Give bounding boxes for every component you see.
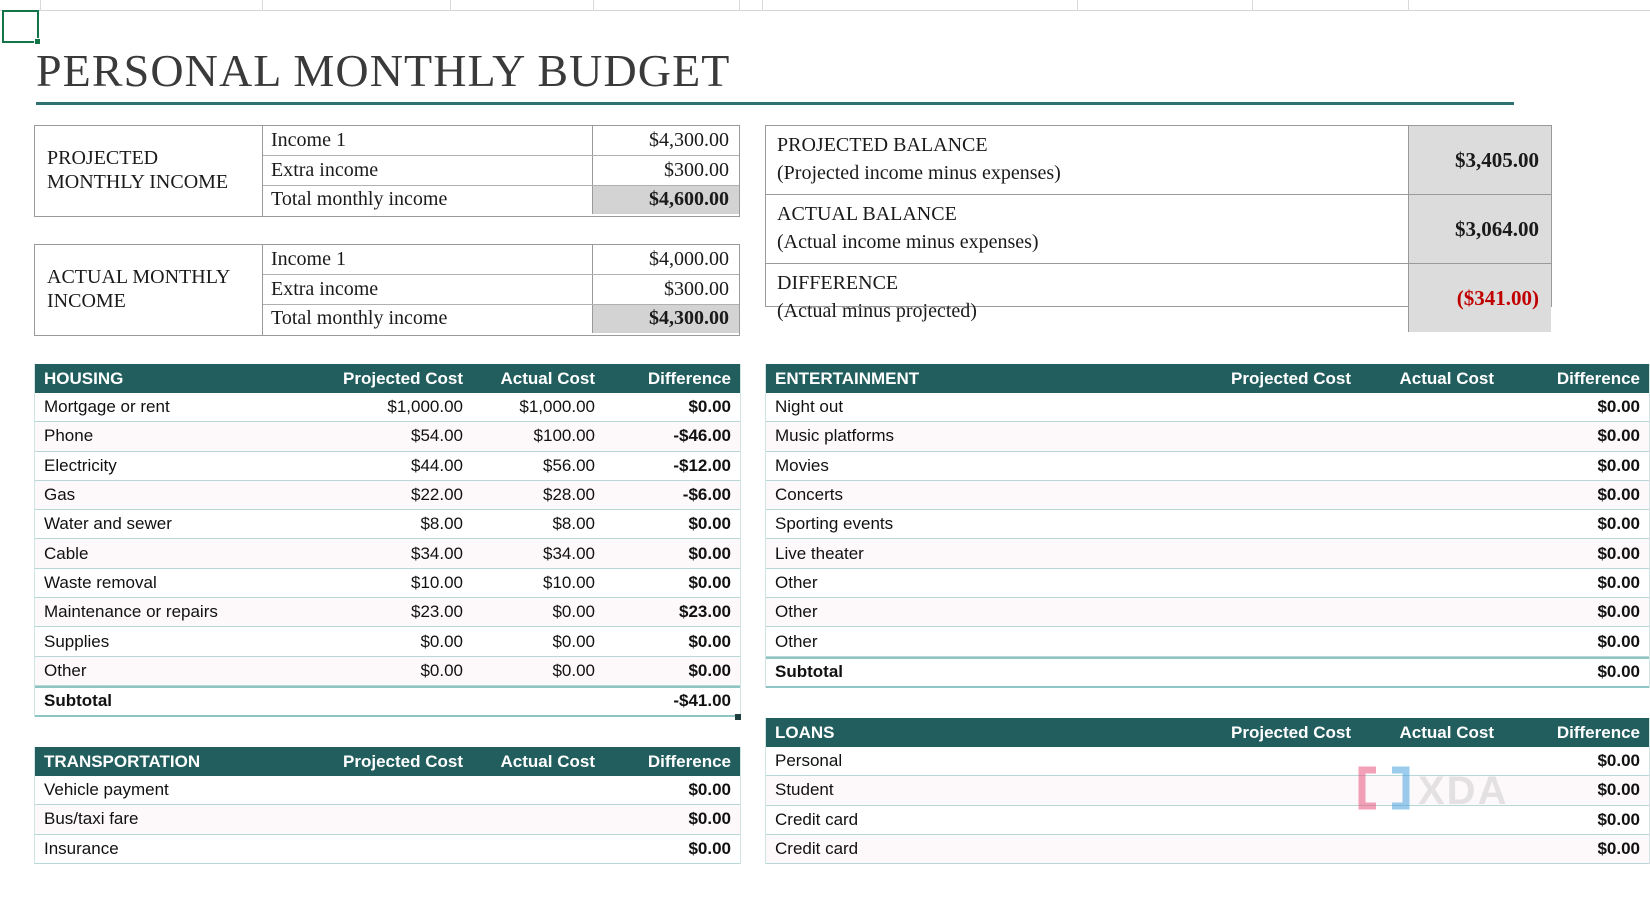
column-projected: Projected Cost [343, 368, 463, 388]
row-actual-cost: $0.00 [552, 602, 595, 622]
projected-balance-subtitle: (Projected income minus expenses) [777, 162, 1061, 184]
row-difference: $0.00 [1597, 631, 1640, 651]
row-difference: $0.00 [1597, 839, 1640, 859]
subtotal-difference: -$41.00 [673, 691, 731, 711]
row-category-label: Phone [44, 426, 94, 446]
income-row-label: Extra income [271, 277, 379, 300]
row-projected-cost: $1,000.00 [387, 397, 463, 417]
spreadsheet-column-strip [0, 0, 1650, 11]
difference-title: DIFFERENCE [777, 272, 899, 294]
svg-text:XDA: XDA [1418, 769, 1509, 813]
row-category-label: Cable [44, 543, 89, 563]
row-category-label: Supplies [44, 631, 110, 651]
loans-table-header [766, 718, 1649, 747]
table-row[interactable] [766, 393, 1649, 422]
row-actual-cost: $34.00 [543, 543, 595, 563]
row-difference: $0.00 [1597, 572, 1640, 592]
table-row[interactable] [766, 569, 1649, 598]
subtotal-label: Subtotal [775, 662, 843, 682]
difference-value: ($341.00) [1408, 264, 1551, 332]
row-category-label: Concerts [775, 485, 844, 505]
column-projected: Projected Cost [1231, 722, 1351, 742]
column-actual: Actual Cost [500, 368, 595, 388]
column-divider [1252, 0, 1253, 11]
column-actual: Actual Cost [1399, 368, 1494, 388]
projected-balance-value: $3,405.00 [1408, 126, 1551, 194]
table-row[interactable] [766, 627, 1649, 656]
row-difference: $0.00 [1597, 426, 1640, 446]
loans-title: LOANS [775, 722, 835, 742]
row-projected-cost: $22.00 [411, 485, 463, 505]
row-category-label: Water and sewer [44, 514, 172, 534]
housing-table [34, 364, 741, 717]
row-actual-cost: $10.00 [543, 572, 595, 592]
transportation-table [34, 747, 741, 864]
table-row[interactable] [35, 657, 740, 686]
row-difference: -$46.00 [673, 426, 731, 446]
row-difference: $0.00 [688, 631, 731, 651]
projected-monthly-income-block [34, 125, 740, 217]
row-difference: $0.00 [688, 809, 731, 829]
row-category-label: Sporting events [775, 514, 894, 534]
table-row[interactable] [766, 806, 1649, 835]
row-category-label: Other [775, 572, 818, 592]
row-actual-cost: $100.00 [533, 426, 595, 446]
actual-balance-subtitle: (Actual income minus expenses) [777, 231, 1039, 253]
subtotal-difference: $0.00 [1597, 662, 1640, 682]
row-category-label: Other [775, 602, 818, 622]
row-projected-cost: $34.00 [411, 543, 463, 563]
table-row[interactable] [766, 510, 1649, 539]
table-row[interactable] [35, 776, 740, 805]
subtotal-label: Subtotal [44, 691, 112, 711]
row-category-label: Music platforms [775, 426, 895, 446]
loans-table [765, 718, 1650, 864]
transportation-title: TRANSPORTATION [44, 751, 201, 771]
difference-row[interactable] [766, 263, 1551, 332]
row-difference: $0.00 [688, 780, 731, 800]
column-divider [762, 0, 763, 11]
row-actual-cost: $28.00 [543, 485, 595, 505]
table-row[interactable] [35, 539, 740, 568]
column-divider [450, 0, 451, 11]
row-actual-cost: $56.00 [543, 455, 595, 475]
table-row[interactable] [35, 569, 740, 598]
table-row-subtotal[interactable] [35, 686, 740, 717]
income-row-value: $4,300.00 [592, 126, 739, 155]
column-difference: Difference [1556, 368, 1640, 388]
row-difference: $0.00 [1597, 602, 1640, 622]
table-row[interactable] [766, 481, 1649, 510]
row-actual-cost: $0.00 [552, 660, 595, 680]
row-actual-cost: $8.00 [552, 514, 595, 534]
title-underline [36, 102, 1514, 105]
table-row[interactable] [766, 598, 1649, 627]
row-category-label: Mortgage or rent [44, 397, 170, 417]
table-row[interactable] [35, 627, 740, 656]
row-category-label: Credit card [775, 839, 859, 859]
row-category-label: Electricity [44, 455, 117, 475]
actual-income-label: ACTUAL MONTHLY INCOME [35, 245, 263, 335]
entertainment-table-header [766, 364, 1649, 393]
actual-balance-row[interactable] [766, 194, 1551, 263]
table-row[interactable] [263, 155, 739, 184]
table-row[interactable] [766, 747, 1649, 776]
row-difference: $0.00 [1597, 397, 1640, 417]
table-row[interactable] [35, 452, 740, 481]
row-difference: $0.00 [1597, 485, 1640, 505]
column-actual: Actual Cost [500, 751, 595, 771]
column-projected: Projected Cost [343, 751, 463, 771]
row-category-label: Movies [775, 455, 829, 475]
row-category-label: Night out [775, 397, 844, 417]
column-divider [1408, 0, 1409, 11]
row-difference: $0.00 [1597, 809, 1640, 829]
column-divider [739, 0, 740, 11]
income-row-value: $300.00 [592, 156, 739, 184]
row-category-label: Personal [775, 751, 843, 771]
table-row[interactable] [35, 422, 740, 451]
row-actual-cost: $1,000.00 [519, 397, 595, 417]
row-difference: $0.00 [1597, 780, 1640, 800]
row-difference: -$6.00 [682, 485, 731, 505]
row-category-label: Waste removal [44, 572, 157, 592]
income-row-label: Income 1 [271, 248, 346, 271]
projected-balance-title: PROJECTED BALANCE [777, 134, 988, 156]
income-row-value: $4,000.00 [592, 245, 739, 274]
actual-monthly-income-block [34, 244, 740, 336]
row-difference: $0.00 [688, 543, 731, 563]
row-category-label: Bus/taxi fare [44, 809, 139, 829]
table-row[interactable] [35, 393, 740, 422]
income-total-label: Total monthly income [271, 307, 448, 330]
row-projected-cost: $0.00 [420, 631, 463, 651]
column-actual: Actual Cost [1399, 722, 1494, 742]
row-projected-cost: $23.00 [411, 602, 463, 622]
row-difference: $0.00 [1597, 543, 1640, 563]
projected-balance-row[interactable] [766, 126, 1551, 194]
row-projected-cost: $0.00 [420, 660, 463, 680]
row-difference: $0.00 [688, 514, 731, 534]
projected-income-label: PROJECTED MONTHLY INCOME [35, 126, 263, 216]
row-category-label: Student [775, 780, 834, 800]
table-row[interactable] [766, 452, 1649, 481]
table-row[interactable] [35, 510, 740, 539]
column-divider [1077, 0, 1078, 11]
row-category-label: Vehicle payment [44, 780, 169, 800]
row-difference: $0.00 [1597, 751, 1640, 771]
table-row[interactable] [35, 835, 740, 864]
difference-text [766, 264, 1408, 332]
row-category-label: Live theater [775, 543, 864, 563]
income-row-value: $300.00 [592, 275, 739, 303]
column-difference: Difference [647, 751, 731, 771]
income-row-label: Extra income [271, 158, 379, 181]
row-difference: $0.00 [1597, 455, 1640, 475]
table-row[interactable] [263, 126, 739, 155]
column-difference: Difference [1556, 722, 1640, 742]
income-total-value: $4,300.00 [592, 305, 739, 333]
actual-balance-title: ACTUAL BALANCE [777, 203, 957, 225]
row-difference: -$12.00 [673, 455, 731, 475]
income-row-label: Income 1 [271, 129, 346, 152]
entertainment-title: ENTERTAINMENT [775, 368, 920, 388]
housing-table-header [35, 364, 740, 393]
row-category-label: Credit card [775, 809, 859, 829]
table-row-total[interactable] [263, 304, 739, 333]
balance-summary-block [765, 125, 1552, 322]
table-row[interactable] [766, 539, 1649, 568]
table-row[interactable] [263, 274, 739, 303]
difference-subtitle: (Actual minus projected) [777, 300, 977, 322]
row-difference: $0.00 [688, 838, 731, 858]
row-category-label: Other [775, 631, 818, 651]
row-difference: $0.00 [688, 397, 731, 417]
column-projected: Projected Cost [1231, 368, 1351, 388]
transportation-table-header [35, 747, 740, 776]
income-total-value: $4,600.00 [592, 186, 739, 214]
actual-balance-text [766, 195, 1408, 263]
row-category-label: Other [44, 660, 87, 680]
table-row[interactable] [766, 835, 1649, 864]
row-category-label: Insurance [44, 838, 119, 858]
column-difference: Difference [647, 368, 731, 388]
table-row[interactable] [766, 776, 1649, 805]
row-projected-cost: $44.00 [411, 455, 463, 475]
income-total-label: Total monthly income [271, 188, 448, 211]
column-divider [40, 0, 41, 11]
row-actual-cost: $0.00 [552, 631, 595, 651]
housing-title: HOUSING [44, 368, 124, 388]
row-projected-cost: $54.00 [411, 426, 463, 446]
table-row-subtotal[interactable] [766, 657, 1649, 688]
row-projected-cost: $10.00 [411, 572, 463, 592]
table-row[interactable] [766, 422, 1649, 451]
row-difference: $0.00 [688, 660, 731, 680]
row-difference: $0.00 [688, 572, 731, 592]
row-category-label: Maintenance or repairs [44, 602, 218, 622]
column-divider [262, 0, 263, 11]
table-row[interactable] [35, 598, 740, 627]
entertainment-table [765, 364, 1650, 688]
row-difference: $23.00 [679, 602, 731, 622]
table-row[interactable] [35, 481, 740, 510]
table-row[interactable] [263, 245, 739, 274]
actual-balance-value: $3,064.00 [1408, 195, 1551, 263]
table-row[interactable] [35, 805, 740, 834]
row-difference: $0.00 [1597, 514, 1640, 534]
column-divider [593, 0, 594, 11]
projected-balance-text [766, 126, 1408, 194]
table-row-total[interactable] [263, 185, 739, 214]
row-projected-cost: $8.00 [420, 514, 463, 534]
page-title: PERSONAL MONTHLY BUDGET [36, 45, 731, 96]
row-category-label: Gas [44, 485, 76, 505]
fill-handle-icon[interactable] [735, 714, 741, 720]
